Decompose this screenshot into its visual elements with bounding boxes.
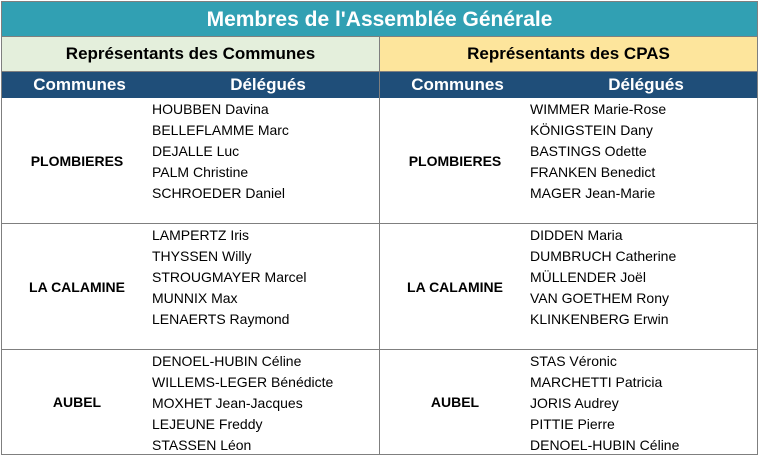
delegate-list [530, 224, 757, 349]
cpas-section-header: Représentants des CPAS [380, 37, 757, 72]
delegate: MOXHET Jean-Jacques [152, 395, 303, 411]
commune-name: PLOMBIERES [30, 152, 124, 169]
delegate: BASTINGS Odette [530, 143, 647, 159]
delegate: STROUGMAYER Marcel [152, 269, 307, 285]
table-row [2, 98, 379, 224]
delegate: KLINKENBERG Erwin [530, 311, 669, 327]
communes-section [1, 37, 379, 455]
commune-name: AUBEL [52, 394, 102, 410]
table-body [1, 37, 758, 455]
delegate: MÜLLENDER Joël [530, 269, 646, 285]
delegate-list [152, 350, 379, 454]
delegate: MUNNIX Max [152, 290, 238, 306]
delegate: WILLEMS-LEGER Bénédicte [152, 374, 334, 390]
delegate: DIDDEN Maria [530, 227, 623, 243]
column-delegues: Délégués [230, 75, 306, 94]
delegate-list [530, 98, 757, 223]
delegate: LEJEUNE Freddy [152, 416, 263, 432]
table-row [2, 350, 379, 455]
delegate-list [152, 224, 379, 349]
communes-section-header: Représentants des Communes [2, 37, 379, 72]
delegate: THYSSEN Willy [152, 248, 252, 264]
assembly-table [1, 1, 758, 454]
table-title: Membres de l'Assemblée Générale [1, 1, 758, 37]
delegate-list [530, 350, 757, 454]
delegate: WIMMER Marie-Rose [530, 101, 667, 117]
delegate: DENOEL-HUBIN Céline [152, 353, 302, 369]
cpas-section [379, 37, 758, 455]
delegate: HOUBBEN Davina [152, 101, 269, 117]
delegate: KÖNIGSTEIN Dany [530, 122, 653, 138]
delegate: LAMPERTZ Iris [152, 227, 249, 243]
table-row [2, 224, 379, 350]
commune-name: AUBEL [430, 394, 480, 410]
delegate: MAGER Jean-Marie [530, 185, 656, 201]
delegate-list [152, 98, 379, 223]
delegate: SCHROEDER Daniel [152, 185, 286, 201]
delegate: STAS Véronic [530, 353, 617, 369]
table-row [380, 98, 757, 224]
commune-name: LA CALAMINE [407, 278, 503, 295]
delegate: BELLEFLAMME Marc [152, 122, 289, 138]
commune-name: PLOMBIERES [408, 152, 502, 169]
column-communes: Communes [411, 75, 504, 94]
delegate: PITTIE Pierre [530, 416, 615, 432]
delegate: FRANKEN Benedict [530, 164, 656, 180]
column-delegues: Délégués [608, 75, 684, 94]
column-communes: Communes [33, 75, 126, 94]
delegate: DUMBRUCH Catherine [530, 248, 677, 264]
communes-column-header [2, 72, 379, 98]
delegate: JORIS Audrey [530, 395, 619, 411]
cpas-column-header [380, 72, 757, 98]
table-row [380, 350, 757, 455]
delegate: VAN GOETHEM Rony [530, 290, 669, 306]
delegate: PALM Christine [152, 164, 249, 180]
delegate: STASSEN Léon [152, 437, 252, 453]
commune-name: LA CALAMINE [29, 278, 125, 295]
delegate: DENOEL-HUBIN Céline [530, 437, 680, 453]
table-row [380, 224, 757, 350]
delegate: DEJALLE Luc [152, 143, 240, 159]
delegate: MARCHETTI Patricia [530, 374, 663, 390]
delegate: LENAERTS Raymond [152, 311, 290, 327]
